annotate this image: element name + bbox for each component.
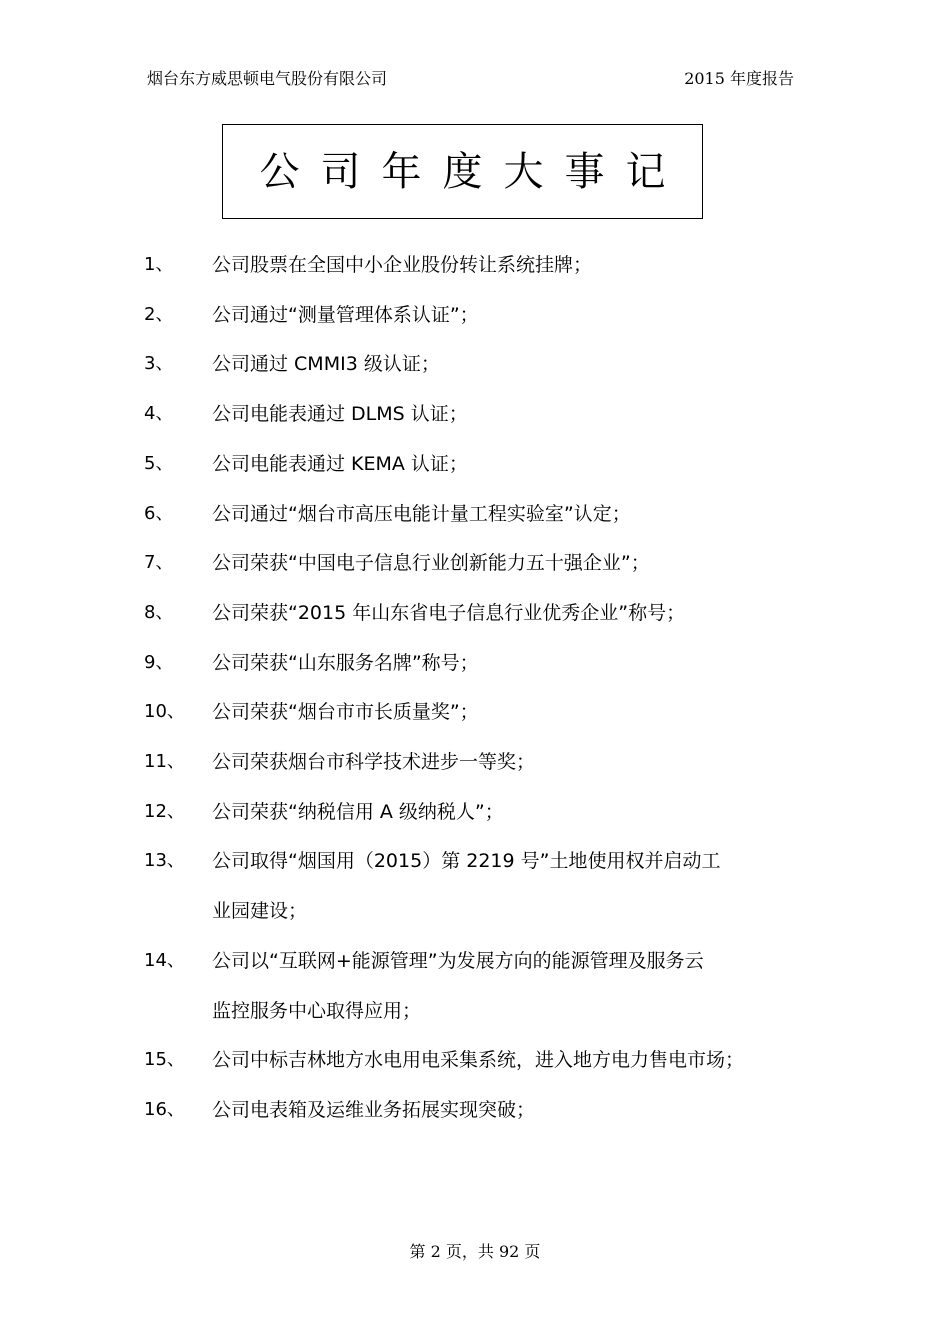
event-text: 公司取得“烟国用（2015）第 2219 号”土地使用权并启动工 bbox=[212, 850, 721, 873]
event-number: 14、 bbox=[144, 949, 185, 971]
header-company: 烟台东方威思顿电气股份有限公司 bbox=[147, 69, 388, 88]
event-text: 公司荣获“纳税信用 A 级纳税人”； bbox=[212, 800, 504, 823]
event-text: 公司荣获烟台市科学技术进步一等奖； bbox=[212, 751, 536, 773]
event-text: 公司以“互联网+能源管理”为发展方向的能源管理及服务云 bbox=[212, 949, 704, 972]
event-number: 7、 bbox=[144, 552, 174, 574]
event-number: 13、 bbox=[144, 850, 185, 872]
event-text: 公司电能表通过 KEMA 认证； bbox=[212, 452, 468, 475]
event-text: 公司通过“测量管理体系认证”； bbox=[212, 303, 479, 326]
header-report-title: 2015 年度报告 bbox=[684, 69, 794, 88]
event-text: 公司荣获“烟台市市长质量奖”； bbox=[212, 701, 479, 724]
event-number: 8、 bbox=[144, 601, 174, 623]
event-number: 9、 bbox=[144, 651, 174, 673]
event-text: 公司通过 CMMI3 级认证； bbox=[212, 353, 440, 376]
event-text: 监控服务中心取得应用； bbox=[212, 999, 422, 1022]
event-number: 6、 bbox=[144, 502, 174, 524]
event-number: 15、 bbox=[144, 1049, 185, 1071]
event-text: 公司中标吉林地方水电用电采集系统，进入地方电力售电市场； bbox=[212, 1049, 745, 1072]
event-text: 公司荣获“山东服务名牌”称号； bbox=[212, 651, 479, 674]
event-text: 业园建设； bbox=[212, 900, 308, 923]
event-number: 11、 bbox=[144, 751, 185, 772]
event-text: 公司荣获“2015 年山东省电子信息行业优秀企业”称号； bbox=[212, 601, 686, 624]
event-text: 公司通过“烟台市高压电能计量工程实验室”认定； bbox=[212, 502, 631, 525]
event-number: 2、 bbox=[144, 303, 174, 325]
page-footer: 第 2 页，共 92 页 bbox=[409, 1242, 541, 1261]
event-number: 12、 bbox=[144, 800, 185, 822]
event-number: 16、 bbox=[144, 1098, 185, 1120]
event-number: 4、 bbox=[144, 403, 174, 425]
event-number: 1、 bbox=[144, 254, 174, 275]
event-number: 3、 bbox=[144, 353, 174, 375]
event-number: 10、 bbox=[144, 701, 185, 723]
event-text: 公司股票在全国中小企业股份转让系统挂牌； bbox=[212, 254, 593, 276]
event-number: 5、 bbox=[144, 452, 174, 474]
event-text: 公司电表箱及运维业务拓展实现突破； bbox=[212, 1098, 536, 1121]
event-text: 公司荣获“中国电子信息行业创新能力五十强企业”； bbox=[212, 552, 650, 575]
event-text: 公司电能表通过 DLMS 认证； bbox=[212, 403, 468, 426]
page-title: 公司年度大事记 bbox=[259, 148, 687, 195]
